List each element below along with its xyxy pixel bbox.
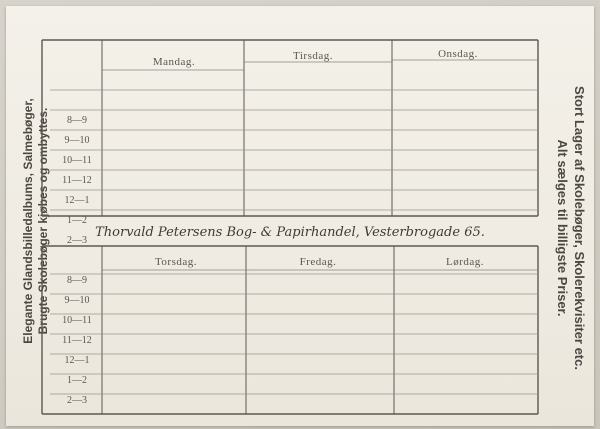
right-advert-line-1: Stort Lager af Skolebøger, Skolerekvisiter etc. [572, 86, 587, 370]
day-header-thursday: Torsdag. [154, 256, 198, 268]
hour-label: 1—2 [67, 375, 87, 386]
right-margin-advert [554, 86, 588, 370]
hour-label: 2—3 [67, 395, 87, 406]
hour-label: 9—10 [64, 295, 90, 306]
hour-label: 8—9 [67, 275, 87, 286]
hour-label: 9—10 [64, 135, 90, 146]
left-advert-line-2: Brugte Skolebøger kjøbes og ombyttes. [36, 107, 50, 335]
hour-label: 1—2 [67, 215, 87, 226]
hour-label: 11—12 [62, 335, 92, 346]
hour-label: 12—1 [64, 355, 90, 366]
hour-label: 11—12 [62, 175, 92, 186]
timetable-thursday-saturday [42, 246, 538, 416]
hour-label: 12—1 [64, 195, 90, 206]
schedule-card [6, 6, 594, 426]
day-header-tuesday: Tirsdag. [293, 50, 333, 62]
day-header-wednesday: Onsdag. [438, 48, 478, 60]
shop-banner: Thorvald Petersens Bog- & Papirhandel, Vesterbrogade 65. [95, 225, 485, 240]
hour-label: 10—11 [62, 155, 92, 166]
hour-label: 10—11 [62, 315, 92, 326]
hour-label: 8—9 [67, 115, 87, 126]
hour-label: 2—3 [67, 235, 87, 246]
right-advert-line-2: Alt sælges til billigste Priser. [555, 139, 570, 317]
day-header-monday: Mandag. [152, 56, 196, 68]
day-header-saturday: Lørdag. [445, 256, 485, 268]
left-advert-line-1: Elegante Glandsbilledalbums, Salmebøger, [21, 98, 35, 344]
day-header-friday: Fredag. [299, 256, 337, 268]
timetable-grid-bottom [42, 246, 538, 416]
timetable-grid-top [42, 40, 538, 216]
